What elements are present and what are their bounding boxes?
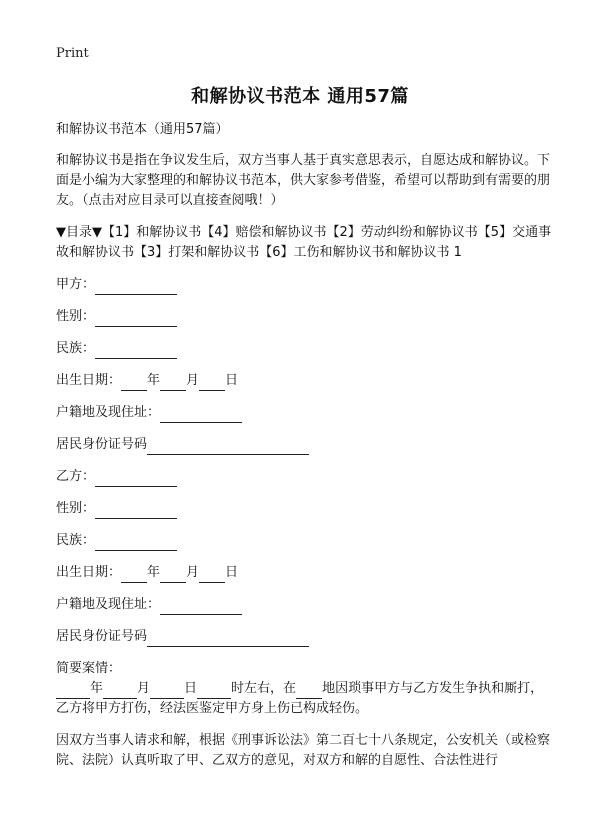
party-b-gender-label: 性别：	[56, 501, 96, 516]
party-b-name-field	[56, 467, 552, 487]
document-body	[56, 120, 552, 783]
party-a-id-blank	[147, 439, 309, 455]
party-a-address-blank	[160, 407, 242, 423]
party-a-ethnicity-field	[56, 339, 552, 359]
party-b-id-blank	[147, 631, 309, 647]
party-a-month-label: 月	[186, 373, 200, 388]
party-b-ethnicity-field	[56, 531, 552, 551]
party-b-birth-field	[56, 563, 552, 583]
party-a-address-label: 户籍地及现住址：	[56, 405, 161, 420]
case-day-blank	[150, 683, 184, 699]
party-b-month-blank	[160, 567, 186, 583]
party-b-id-field	[56, 627, 552, 647]
party-a-year-label: 年	[147, 373, 161, 388]
party-b-birth-label: 出生日期：	[56, 565, 122, 580]
party-b-year-blank	[121, 567, 147, 583]
reconciliation-paragraph: 因双方当事人请求和解，根据《刑事诉讼法》第二百七十八条规定，公安机关（或检察院、法院）认真听取了甲、乙双方的意见，对双方和解的自愿性、合法性进行	[56, 733, 551, 768]
party-a-birth-field	[56, 371, 552, 391]
case-month-label: 月	[137, 681, 151, 696]
party-a-month-blank	[160, 375, 186, 391]
party-a-birth-label: 出生日期：	[56, 373, 122, 388]
party-a-id-label: 居民身份证号码	[56, 437, 148, 452]
case-year-blank	[56, 683, 90, 699]
party-b-address-field	[56, 595, 552, 615]
case-time-label: 时左右，在	[231, 681, 297, 696]
party-b-id-label: 居民身份证号码	[56, 629, 148, 644]
document-subtitle: 和解协议书范本（通用57篇）	[56, 122, 229, 137]
party-b-day-blank	[199, 567, 225, 583]
party-a-name-field	[56, 275, 552, 295]
party-a-day-label: 日	[225, 373, 239, 388]
party-a-address-field	[56, 403, 552, 423]
party-b-name-label: 乙方：	[56, 469, 96, 484]
case-month-blank	[103, 683, 137, 699]
party-b-address-label: 户籍地及现住址：	[56, 597, 161, 612]
case-summary-paragraph	[56, 679, 552, 719]
party-b-month-label: 月	[186, 565, 200, 580]
party-a-ethnicity-blank	[95, 343, 177, 359]
party-a-name-blank	[95, 279, 177, 295]
case-summary-label: 简要案情：	[56, 661, 122, 676]
party-a-day-blank	[199, 375, 225, 391]
party-b-year-label: 年	[147, 565, 161, 580]
party-b-gender-blank	[95, 503, 177, 519]
party-a-year-blank	[121, 375, 147, 391]
party-b-day-label: 日	[225, 565, 239, 580]
party-a-name-label: 甲方：	[56, 277, 96, 292]
party-a-gender-label: 性别：	[56, 309, 96, 324]
intro-paragraph: 和解协议书是指在争议发生后，双方当事人基于真实意思表示，自愿达成和解协议。下面是小编为大家整理的和解协议书范本，供大家参考借鉴，希望可以帮助到有需要的朋友。（点击对应目录可以直接查阅哦！）	[56, 153, 551, 208]
table-of-contents[interactable]: ▼目录▼【1】和解协议书【4】赔偿和解协议书【2】劳动纠纷和解协议书【5】交通事故和解协议书【3】打架和解协议书【6】工伤和解协议书和解协议书 1	[56, 225, 552, 260]
party-b-ethnicity-blank	[95, 535, 177, 551]
party-b-address-blank	[160, 599, 242, 615]
case-day-label: 日	[184, 681, 198, 696]
party-b-ethnicity-label: 民族：	[56, 533, 96, 548]
case-place-blank	[296, 683, 322, 699]
document-title: 和解协议书范本 通用57篇	[191, 86, 409, 107]
case-year-label: 年	[90, 681, 104, 696]
case-place-text: 地因琐事甲方与乙方发生争执和厮打，乙方将甲方打伤，经法医鉴定甲方身上伤已构成轻伤。	[56, 681, 544, 716]
print-link[interactable]: Print	[56, 46, 89, 61]
party-b-name-blank	[95, 471, 177, 487]
party-b-gender-field	[56, 499, 552, 519]
party-a-gender-field	[56, 307, 552, 327]
case-hour-blank	[197, 683, 231, 699]
party-a-id-field	[56, 435, 552, 455]
party-a-gender-blank	[95, 311, 177, 327]
party-a-ethnicity-label: 民族：	[56, 341, 96, 356]
